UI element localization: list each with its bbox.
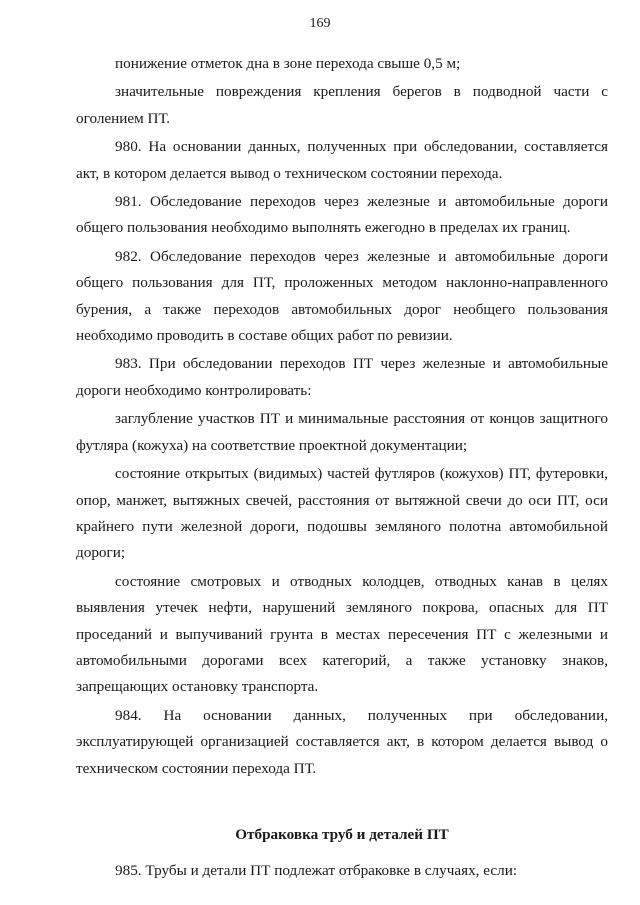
paragraph-982: 982. Обследование переходов через железные и автомобильные дороги общего пользования для ПТ, проложенных методом наклонно-направленного бурения, а также переходов автомобильных дорог необщего пользования необходимо проводить в составе общих работ по ревизии. [76, 247, 608, 345]
list-item-bank-damage: значительные повреждения крепления берегов в подводной части с оголением ПТ. [76, 83, 608, 127]
list-item-casing-check: состояние открытых (видимых) частей футляров (кожухов) ПТ, футеровки, опор, манжет, вытяжных свечей, расстояния от вытяжной свечи до оси ПТ, оси крайнего пути железной дороги, подошвы земляного полотна автомобильной дороги; [76, 465, 608, 562]
page-number: 169 [309, 16, 331, 31]
paragraph-983: 983. При обследовании переходов ПТ через железные и автомобильные дороги необходимо контролировать: [76, 355, 608, 399]
paragraph-981: 981. Обследование переходов через железные и автомобильные дороги общего пользования необходимо выполнять ежегодно в пределах их границ. [76, 193, 608, 237]
paragraph-985: 985. Трубы и детали ПТ подлежат отбраковке в случаях, если: [115, 862, 518, 880]
list-item-bottom-depth: понижение отметок дна в зоне перехода свыше 0,5 м; [115, 55, 461, 72]
list-item-depth-check: заглубление участков ПТ и минимальные расстояния от концов защитного футляра (кожуха) на соответствие проектной документации; [76, 410, 608, 454]
section-heading: Отбраковка труб и деталей ПТ [235, 825, 449, 843]
document-body [76, 51, 608, 885]
paragraph-984: 984. На основании данных, полученных при обследовании, эксплуатирующей организацией составляется акт, в котором делается вывод о техническом состоянии перехода ПТ. [76, 706, 608, 777]
paragraph-980: 980. На основании данных, полученных при обследовании, составляется акт, в котором делается вывод о техническом состоянии перехода. [76, 138, 608, 182]
list-item-wells-check: состояние смотровых и отводных колодцев, отводных канав в целях выявления утечек нефти, нарушений земляного покрова, опасных для ПТ проседаний и выпучиваний грунта в местах пересечения ПТ с железными и автомобильными дорогами всех категорий, а также установку знаков, запрещающих остановку транспорта. [76, 572, 608, 696]
